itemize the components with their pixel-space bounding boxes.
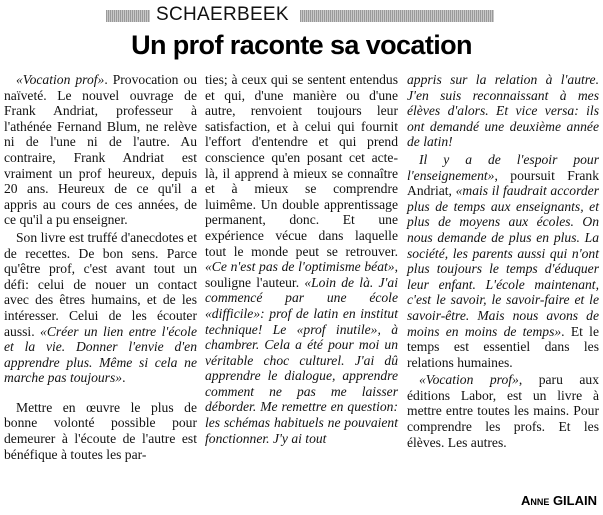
paragraph	[4, 230, 197, 386]
quote: «Vocation prof»	[16, 72, 105, 87]
quote: appris sur la relation à l'autre. J'en suis reconnaissant à mes élèves d'alors. Et vice versa: ils ont demandé une deuxième année de latin!	[407, 72, 599, 150]
text: .	[122, 370, 126, 386]
quote: Il y a de l'espoir pour l'enseignement»	[407, 151, 599, 183]
text: , souligne l'auteur.	[205, 259, 398, 290]
section-rule-right	[300, 10, 494, 22]
text: , poursuit Frank Andriat,	[407, 167, 599, 199]
paragraph	[205, 72, 398, 446]
article-column-1	[4, 72, 197, 462]
quote: «Créer un lien entre l'école et la vie. Donner l'envie d'en apprendre plus. Même si cela ne marche pas toujours»	[4, 323, 197, 386]
paragraph	[407, 152, 599, 370]
text: Son livre est truffé d'anecdotes et de recettes. De bon sens. Parce qu'être prof, c'est avant tout un défi: celui de nouer un contact avec des êtres humains, et de les intéresser. Celui de les écouter aussi.	[4, 229, 197, 339]
paragraph: Mettre en œuvre le plus de bonne volonté possible pour demeurer à l'écoute de l'autre est bénéfique à toutes les par-	[4, 399, 197, 462]
paragraph	[4, 72, 197, 228]
article-column-2	[205, 72, 398, 446]
section-rule-left	[106, 10, 150, 22]
quote: «Ce n'est pas de l'optimisme béat»	[205, 259, 395, 275]
text: . Provocation ou naïveté. Le nouvel ouvrage de Frank Andriat, professeur à l'athénée Fernand Blum, ne relève ni de l'une ni de l'autre. Au contraire, Frank Andriat est vraiment un prof heureux, depuis 20 ans. Heureux de ce qu'il a appris au cours de ces années, de ce qu'il a pu enseigner.	[4, 72, 197, 228]
headline: Un prof raconte sa vocation	[131, 30, 472, 60]
paragraph	[407, 372, 599, 450]
quote: «mais il faudrait accorder plus de temps aux enseignants, et plus de moyens aux écoles. On nous demande de plus en plus. La société, les parents aussi qui n'ont plus toujours le temps d'éduquer leur enfant. L'école maintenant, c'est le savoir, le savoir-faire et le savoir-être. Mais nous avons de moins en moins de temps»	[407, 183, 599, 339]
text: ties; à ceux qui se sentent entendus et qui, d'une manière ou d'une autre, renvoient toujours leur satisfaction, et à celui qui fournit l'effort d'entendre et qui prend conscience qu'en posant cet acte-là, il apprend à mieux se connaître et à mieux se comprendre luimême. Un double apprentissage permanent, donc. Et une expérience vécue dans laquelle tout le monde peut se retrouver.	[205, 72, 398, 259]
quote: «Loin de là. J'ai commencé par une école «difficile»: prof de latin en institut technique! Le «prof inutile», à chambrer. Cela a été pour moi un véritable choc culturel. J'ai dû apprendre le dialogue, apprendre comment ne pas me laisser déborder. Me remettre en question: les schémas habituels ne pouvaient fonctionner. J'y ai tout	[205, 274, 398, 446]
article-column-3	[407, 72, 599, 450]
section-label: SCHAERBEEK	[156, 4, 289, 25]
article-header	[0, 4, 603, 26]
paragraph	[407, 72, 599, 150]
author-byline: Anne GILAIN	[520, 493, 597, 508]
text: , paru aux éditions Labor, est un livre à mettre entre toutes les mains. Pour comprendre les profs. Et les élèves. Les autres.	[407, 372, 599, 450]
text: . Et le temps est essentiel dans les relations humaines.	[407, 323, 599, 370]
quote: «Vocation prof»	[419, 372, 519, 388]
